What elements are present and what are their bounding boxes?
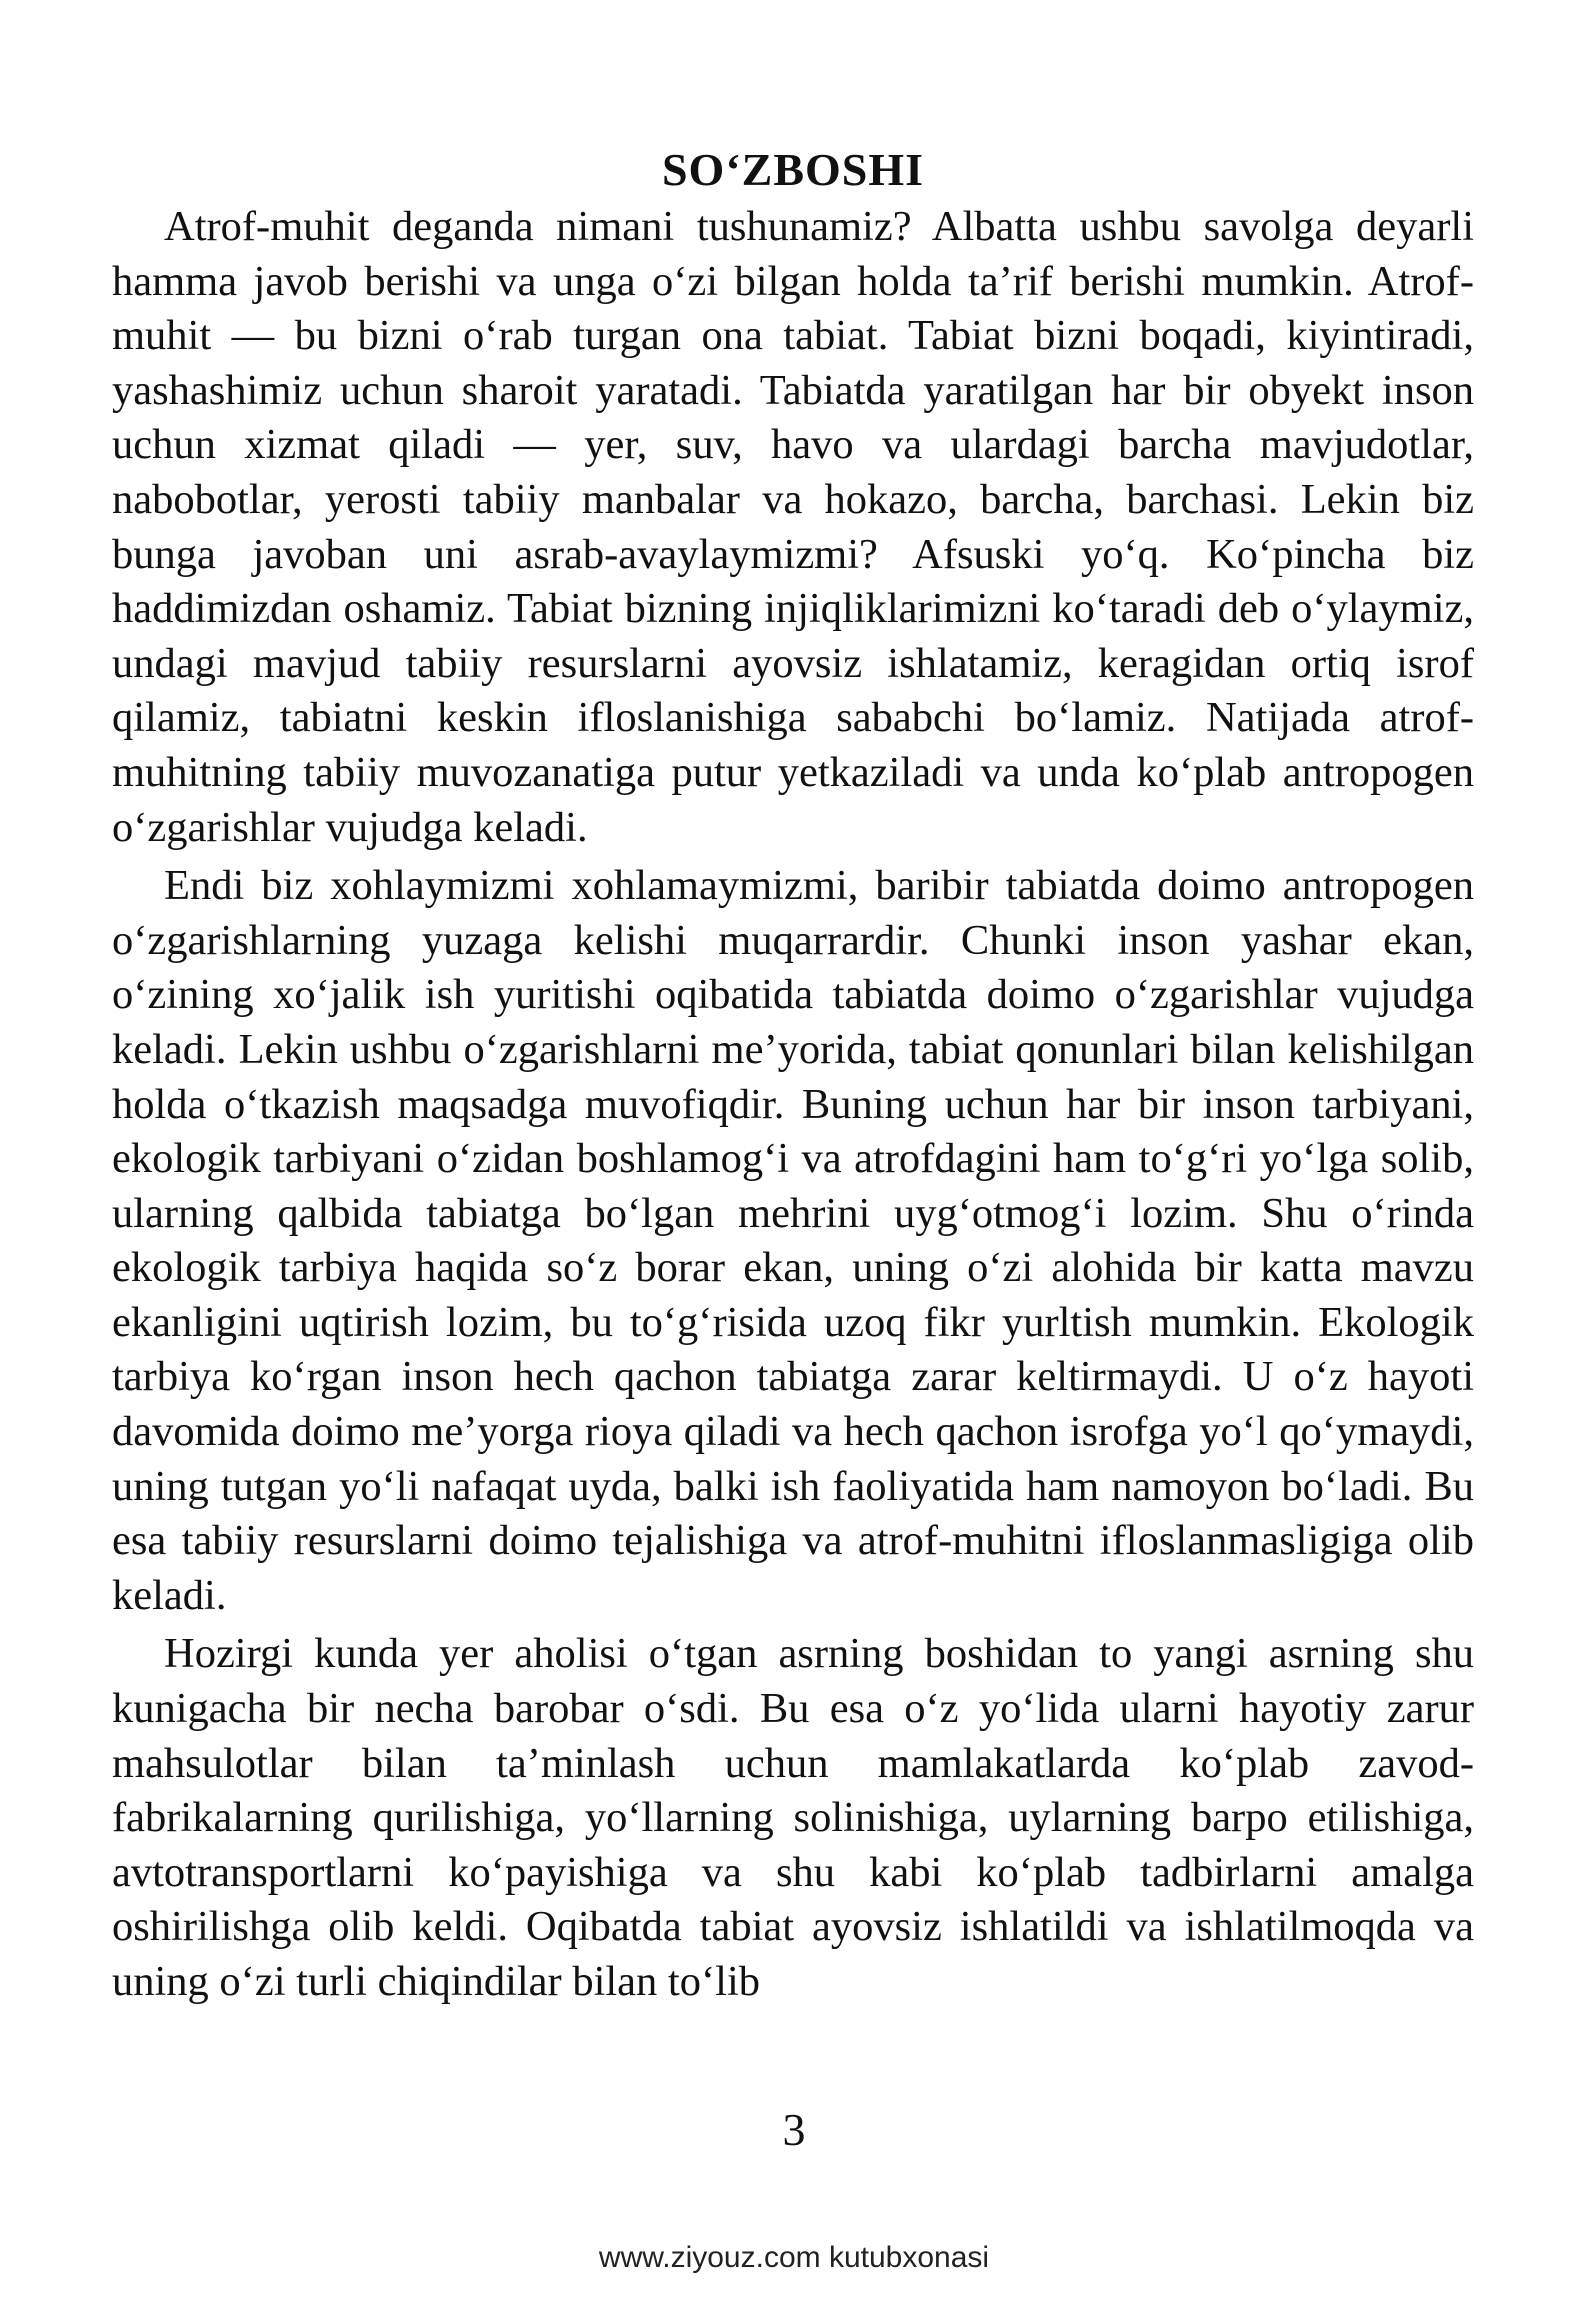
paragraph-3: Hozirgi kunda yer aholisi o‘tgan asrning boshidan to yangi asrning shu kunigacha bir necha barobar o‘sdi. Bu esa o‘z yo‘lida ularni hayotiy zarur mahsulotlar bilan ta’minlash uchun mamlakatlarda ko‘plab zavod-fabrikalarning qurilishiga, yo‘llarning solinishiga, uylarning barpo etilishiga, avtotransportlarni ko‘payishiga va shu kabi ko‘plab tadbirlarni amalga oshirilishga olib keldi. Oqibatda tabiat ayovsiz ishlatildi va ishlatilmoqda va uning o‘zi turli chiqindilar bilan to‘lib [112,1630,1474,2005]
paragraph-1: Atrof-muhit deganda nimani tushunamiz? Albatta ushbu savolga deyarli hamma javob berishi va unga o‘zi bilgan holda ta’rif berishi mumkin. Atrof-muhit — bu bizni o‘rab turgan ona tabiat. Tabiat bizni boqadi, kiyintiradi, yashashimiz uchun sharoit yaratadi. Tabiatda yaratilgan har bir obyekt inson uchun xizmat qiladi — yer, suv, havo va ulardagi barcha mavjudotlar, nabobotlar, yerosti tabiiy manbalar va hokazo, barcha, barchasi. Lekin biz bunga javoban uni asrab-avaylaymizmi? Afsuski yo‘q. Ko‘pincha biz haddimizdan oshamiz. Tabiat bizning injiqliklarimizni ko‘taradi deb o‘ylaymiz, undagi mavjud tabiiy resurslarni ayovsiz ishlatamiz, keragidan ortiq isrof qilamiz, tabiatni keskin ifloslanishiga sababchi bo‘lamiz. Natijada atrof-muhitning tabiiy muvozanatiga putur yetkaziladi va unda ko‘plab antropogen o‘zgarishlar vujudga keladi. [112,203,1474,851]
page-number: 3 [782,2104,806,2155]
chapter-heading: SO‘ZBOSHI [661,144,925,195]
page-body [112,140,1474,2014]
paragraph-2: Endi biz xohlaymizmi xohlamaymizmi, baribir tabiatda doimo antropogen o‘zgarishlarning yuzaga kelishi muqarrardir. Chunki inson yashar ekan, o‘zining xo‘jalik ish yuritishi oqibatida tabiatda doimo o‘zgarishlar vujudga keladi. Lekin ushbu o‘zgarishlarni me’yorida, tabiat qonunlari bilan kelishilgan holda o‘tkazish maqsadga muvofiqdir. Buning uchun har bir inson tarbiyani, ekologik tarbiyani o‘zidan boshlamog‘i va atrofdagini ham to‘g‘ri yo‘lga solib, ularning qalbida tabiatga bo‘lgan mehrini uyg‘otmog‘i lozim. Shu o‘rinda ekologik tarbiya haqida so‘z borar ekan, uning o‘zi alohida bir katta mavzu ekanligini uqtirish lozim, bu to‘g‘risida uzoq fikr yurltish mumkin. Ekologik tarbiya ko‘rgan inson hech qachon tabiatga zarar keltirmaydi. U o‘z hayoti davomida doimo me’yorga rioya qiladi va hech qachon isrofga yo‘l qo‘ymaydi, uning tutgan yo‘li nafaqat uyda, balki ish faoliyatida ham namoyon bo‘ladi. Bu esa tabiiy resurslarni doimo tejalishiga va atrof-muhitni ifloslanmasligiga olib keladi. [112,862,1474,1619]
footer-source: www.ziyouz.com kutubxonasi [598,2241,990,2274]
